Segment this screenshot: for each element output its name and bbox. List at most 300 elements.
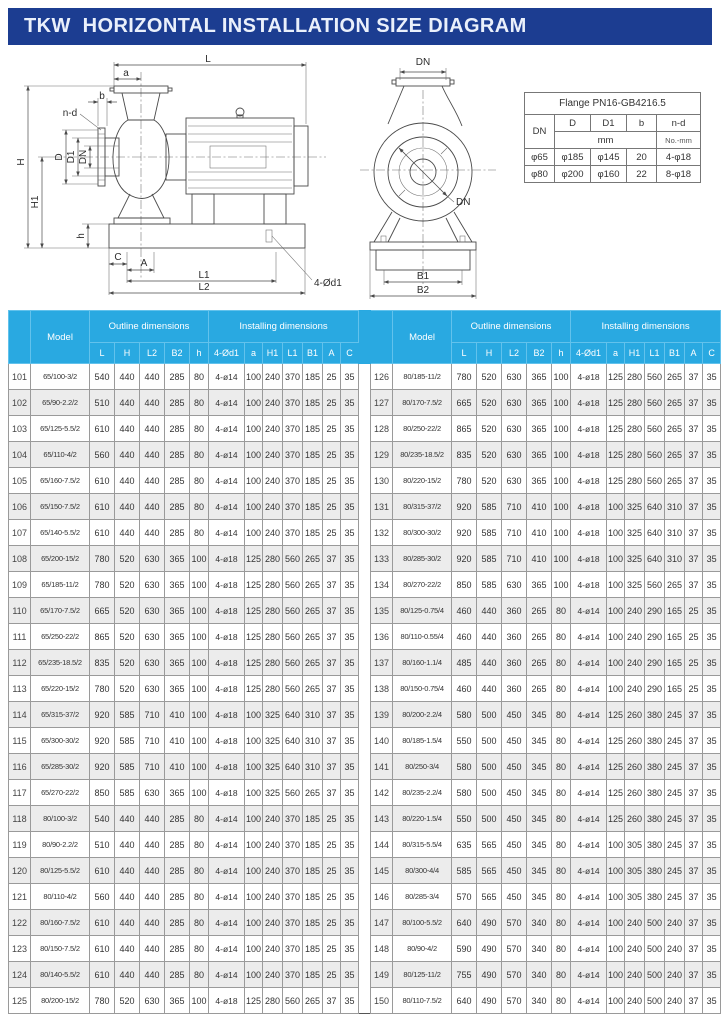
dim-cell: 780 xyxy=(90,572,115,598)
dim-cell: 440 xyxy=(115,520,140,546)
dim-cell: 570 xyxy=(452,884,477,910)
table-row xyxy=(9,832,721,858)
dim-cell: 410 xyxy=(527,520,552,546)
flange-cell: φ200 xyxy=(555,166,591,183)
col-C: C xyxy=(703,343,721,364)
table-row xyxy=(9,936,721,962)
dim-cell: 4-ø14 xyxy=(571,650,607,676)
row-number: 142 xyxy=(371,780,393,806)
col-A: A xyxy=(685,343,703,364)
dim-cell: 560 xyxy=(283,780,303,806)
group-installing-dimensions: Installing dimensions xyxy=(209,311,359,343)
dim-cell: 640 xyxy=(283,702,303,728)
dim-cell: 440 xyxy=(140,806,165,832)
dim-cell: 560 xyxy=(645,364,665,390)
dim-cell: 4-ø18 xyxy=(571,494,607,520)
row-number: 133 xyxy=(371,546,393,572)
dim-cell: 835 xyxy=(90,650,115,676)
dim-cell: 240 xyxy=(263,910,283,936)
col-L2: L2 xyxy=(140,343,165,364)
dim-cell: 325 xyxy=(625,494,645,520)
dim-cell: 280 xyxy=(625,364,645,390)
dim-cell: 185 xyxy=(303,442,323,468)
dim-cell: 35 xyxy=(341,494,359,520)
dim-cell: 520 xyxy=(477,390,502,416)
dim-cell: 100 xyxy=(607,884,625,910)
table-row xyxy=(9,754,721,780)
dim-cell: 125 xyxy=(245,598,263,624)
dim-cell: 630 xyxy=(502,442,527,468)
dim-cell: 630 xyxy=(140,546,165,572)
dim-cell: 100 xyxy=(245,962,263,988)
dim-cell: 265 xyxy=(527,676,552,702)
dim-cell: 710 xyxy=(502,546,527,572)
dim-cell: 35 xyxy=(703,884,721,910)
dim-cell: 365 xyxy=(165,676,190,702)
dim-cell: 450 xyxy=(502,754,527,780)
dim-cell: 35 xyxy=(703,910,721,936)
dim-cell: 100 xyxy=(190,728,209,754)
flange-row-65 xyxy=(525,149,701,166)
dim-cell: 265 xyxy=(303,780,323,806)
dim-cell: 280 xyxy=(625,416,645,442)
dim-cell: 370 xyxy=(283,884,303,910)
model-cell: 65/235-18.5/2 xyxy=(31,650,90,676)
table-row xyxy=(9,988,721,1014)
dim-cell: 125 xyxy=(245,624,263,650)
table-gap xyxy=(359,832,371,858)
dim-label-D1: D1 xyxy=(66,150,77,164)
table-row xyxy=(9,390,721,416)
dim-cell: 4-ø14 xyxy=(571,936,607,962)
table-row xyxy=(9,780,721,806)
dim-cell: 37 xyxy=(323,728,341,754)
table-row xyxy=(9,364,721,390)
dim-cell: 37 xyxy=(323,598,341,624)
model-cell: 80/315-5.5/4 xyxy=(393,832,452,858)
dim-cell: 290 xyxy=(645,624,665,650)
dim-cell: 440 xyxy=(140,364,165,390)
dim-cell: 630 xyxy=(140,650,165,676)
dim-cell: 25 xyxy=(685,598,703,624)
dim-cell: 440 xyxy=(115,936,140,962)
dim-cell: 440 xyxy=(477,598,502,624)
dim-cell: 285 xyxy=(165,468,190,494)
dim-cell: 285 xyxy=(165,910,190,936)
dim-cell: 35 xyxy=(341,546,359,572)
dim-cell: 380 xyxy=(645,728,665,754)
dim-cell: 37 xyxy=(323,624,341,650)
dim-cell: 35 xyxy=(341,364,359,390)
dim-cell: 4-ø14 xyxy=(571,910,607,936)
dim-label-4d1: 4-Ød1 xyxy=(314,278,342,289)
dim-cell: 100 xyxy=(552,364,571,390)
dim-cell: 35 xyxy=(341,598,359,624)
dim-cell: 240 xyxy=(625,988,645,1014)
dim-cell: 80 xyxy=(552,832,571,858)
dim-cell: 360 xyxy=(502,676,527,702)
flange-cell: 4-φ18 xyxy=(657,149,701,166)
model-cell: 65/250-22/2 xyxy=(31,624,90,650)
dim-cell: 440 xyxy=(140,494,165,520)
dim-cell: 280 xyxy=(263,572,283,598)
model-cell: 65/185-11/2 xyxy=(31,572,90,598)
table-gap xyxy=(359,572,371,598)
model-cell: 80/160-1.1/4 xyxy=(393,650,452,676)
dim-cell: 100 xyxy=(245,364,263,390)
dim-cell: 450 xyxy=(502,702,527,728)
table-gap xyxy=(359,936,371,962)
dim-cell: 80 xyxy=(190,806,209,832)
dim-cell: 185 xyxy=(303,468,323,494)
dim-cell: 25 xyxy=(323,936,341,962)
dim-cell: 4-ø18 xyxy=(209,780,245,806)
dim-cell: 440 xyxy=(140,858,165,884)
dim-cell: 325 xyxy=(625,520,645,546)
dim-cell: 410 xyxy=(165,754,190,780)
dim-cell: 285 xyxy=(165,520,190,546)
dim-cell: 285 xyxy=(165,832,190,858)
dim-label-b: b xyxy=(99,91,105,102)
dim-cell: 240 xyxy=(665,910,685,936)
dim-cell: 560 xyxy=(283,988,303,1014)
table-gap xyxy=(359,390,371,416)
dim-cell: 80 xyxy=(190,416,209,442)
group-outline-dimensions: Outline dimensions xyxy=(452,311,571,343)
table-gap xyxy=(359,676,371,702)
dim-cell: 37 xyxy=(685,520,703,546)
dim-cell: 325 xyxy=(263,702,283,728)
dim-cell: 80 xyxy=(190,910,209,936)
dim-cell: 80 xyxy=(190,442,209,468)
dim-cell: 560 xyxy=(283,546,303,572)
dim-cell: 780 xyxy=(90,988,115,1014)
dim-cell: 35 xyxy=(703,572,721,598)
dim-cell: 265 xyxy=(527,598,552,624)
table-row xyxy=(9,520,721,546)
dim-cell: 4-ø18 xyxy=(209,598,245,624)
dim-cell: 35 xyxy=(341,936,359,962)
dim-cell: 35 xyxy=(341,962,359,988)
dim-cell: 440 xyxy=(115,884,140,910)
dim-cell: 585 xyxy=(477,572,502,598)
dim-cell: 585 xyxy=(115,754,140,780)
row-number: 120 xyxy=(9,858,31,884)
dim-cell: 4-ø18 xyxy=(571,442,607,468)
dim-cell: 850 xyxy=(452,572,477,598)
row-number: 137 xyxy=(371,650,393,676)
row-number: 103 xyxy=(9,416,31,442)
dim-cell: 100 xyxy=(552,416,571,442)
table-gap xyxy=(359,884,371,910)
dim-cell: 920 xyxy=(90,702,115,728)
dim-cell: 100 xyxy=(190,780,209,806)
row-number: 119 xyxy=(9,832,31,858)
dim-cell: 100 xyxy=(607,858,625,884)
dim-cell: 240 xyxy=(263,416,283,442)
dim-cell: 35 xyxy=(341,832,359,858)
dim-label-A: A xyxy=(140,258,148,269)
dim-cell: 280 xyxy=(625,390,645,416)
dim-cell: 4-ø14 xyxy=(571,858,607,884)
dim-cell: 280 xyxy=(625,442,645,468)
dim-cell: 370 xyxy=(283,416,303,442)
dim-cell: 280 xyxy=(625,468,645,494)
dim-cell: 80 xyxy=(552,650,571,676)
dim-cell: 100 xyxy=(245,806,263,832)
dim-cell: 4-ø18 xyxy=(209,624,245,650)
dim-cell: 37 xyxy=(685,858,703,884)
dim-cell: 560 xyxy=(645,416,665,442)
dim-cell: 4-ø14 xyxy=(571,598,607,624)
flange-cell: 20 xyxy=(627,149,657,166)
dim-cell: 4-ø14 xyxy=(209,442,245,468)
dim-cell: 240 xyxy=(625,624,645,650)
dim-cell: 100 xyxy=(607,520,625,546)
dim-cell: 325 xyxy=(263,780,283,806)
dim-cell: 630 xyxy=(140,572,165,598)
col-index-header xyxy=(9,311,31,364)
dim-cell: 340 xyxy=(527,988,552,1014)
table-row xyxy=(9,442,721,468)
dim-cell: 240 xyxy=(263,962,283,988)
dim-cell: 280 xyxy=(263,650,283,676)
dim-cell: 125 xyxy=(245,676,263,702)
dim-cell: 325 xyxy=(263,754,283,780)
row-number: 111 xyxy=(9,624,31,650)
dim-cell: 665 xyxy=(90,598,115,624)
dim-cell: 440 xyxy=(115,832,140,858)
row-number: 131 xyxy=(371,494,393,520)
dim-label-nd: n-d xyxy=(62,108,78,119)
flange-col-b: b xyxy=(627,115,657,132)
dim-cell: 510 xyxy=(90,832,115,858)
dim-cell: 520 xyxy=(477,442,502,468)
dim-cell: 640 xyxy=(283,754,303,780)
flange-col-nd: n-d xyxy=(657,115,701,132)
dim-cell: 500 xyxy=(477,754,502,780)
dim-cell: 370 xyxy=(283,494,303,520)
dim-cell: 345 xyxy=(527,884,552,910)
model-cell: 65/160-7.5/2 xyxy=(31,468,90,494)
dim-cell: 100 xyxy=(607,650,625,676)
dim-cell: 80 xyxy=(552,676,571,702)
model-cell: 80/140-5.5/2 xyxy=(31,962,90,988)
dim-cell: 370 xyxy=(283,936,303,962)
dim-cell: 305 xyxy=(625,858,645,884)
dim-cell: 80 xyxy=(190,962,209,988)
dim-cell: 440 xyxy=(115,806,140,832)
dim-cell: 440 xyxy=(140,442,165,468)
dim-cell: 185 xyxy=(303,390,323,416)
dim-cell: 80 xyxy=(552,780,571,806)
dim-cell: 370 xyxy=(283,520,303,546)
dim-label-B1: B1 xyxy=(416,271,430,282)
dim-cell: 345 xyxy=(527,754,552,780)
row-number: 116 xyxy=(9,754,31,780)
dim-cell: 610 xyxy=(90,962,115,988)
dim-cell: 920 xyxy=(452,494,477,520)
dim-cell: 35 xyxy=(703,442,721,468)
dim-cell: 100 xyxy=(552,520,571,546)
dim-cell: 4-ø18 xyxy=(209,702,245,728)
dim-cell: 370 xyxy=(283,468,303,494)
dim-cell: 560 xyxy=(645,390,665,416)
dim-label-L: L xyxy=(205,54,211,65)
dim-cell: 920 xyxy=(90,728,115,754)
table-row xyxy=(9,728,721,754)
dim-cell: 35 xyxy=(703,832,721,858)
dim-cell: 585 xyxy=(477,520,502,546)
col-a: a xyxy=(245,343,263,364)
dim-cell: 35 xyxy=(341,728,359,754)
dim-cell: 100 xyxy=(552,572,571,598)
dim-cell: 630 xyxy=(140,780,165,806)
col-a: a xyxy=(607,343,625,364)
dim-cell: 490 xyxy=(477,936,502,962)
dim-cell: 450 xyxy=(502,884,527,910)
model-cell: 80/90-4/2 xyxy=(393,936,452,962)
col-H: H xyxy=(115,343,140,364)
row-number: 124 xyxy=(9,962,31,988)
dim-cell: 100 xyxy=(552,442,571,468)
dim-cell: 240 xyxy=(263,858,283,884)
dim-cell: 35 xyxy=(703,598,721,624)
dim-cell: 285 xyxy=(165,858,190,884)
dim-cell: 460 xyxy=(452,676,477,702)
table-row xyxy=(9,676,721,702)
dim-cell: 305 xyxy=(625,884,645,910)
dim-cell: 240 xyxy=(665,962,685,988)
dim-cell: 37 xyxy=(323,702,341,728)
dim-cell: 260 xyxy=(625,702,645,728)
dim-cell: 920 xyxy=(452,546,477,572)
dim-cell: 440 xyxy=(115,910,140,936)
dim-cell: 500 xyxy=(645,910,665,936)
model-cell: 80/185-11/2 xyxy=(393,364,452,390)
dim-cell: 710 xyxy=(140,754,165,780)
model-cell: 80/220-15/2 xyxy=(393,468,452,494)
dim-cell: 585 xyxy=(477,546,502,572)
dim-cell: 440 xyxy=(477,676,502,702)
row-number: 128 xyxy=(371,416,393,442)
dim-cell: 560 xyxy=(283,650,303,676)
dim-cell: 4-ø14 xyxy=(209,416,245,442)
dim-cell: 450 xyxy=(502,806,527,832)
dim-cell: 100 xyxy=(245,936,263,962)
dim-cell: 125 xyxy=(245,988,263,1014)
dim-cell: 25 xyxy=(323,468,341,494)
dim-cell: 100 xyxy=(245,390,263,416)
table-row xyxy=(9,494,721,520)
dim-cell: 380 xyxy=(645,754,665,780)
dim-cell: 4-ø14 xyxy=(209,884,245,910)
table-gap xyxy=(359,624,371,650)
dim-cell: 290 xyxy=(645,598,665,624)
flange-row-80 xyxy=(525,166,701,183)
dim-cell: 365 xyxy=(165,572,190,598)
dim-cell: 25 xyxy=(323,858,341,884)
dim-cell: 4-ø18 xyxy=(209,676,245,702)
dim-cell: 185 xyxy=(303,832,323,858)
dim-cell: 185 xyxy=(303,364,323,390)
dim-cell: 240 xyxy=(665,988,685,1014)
dim-cell: 285 xyxy=(165,390,190,416)
dimension-table-body xyxy=(9,364,721,1014)
dim-cell: 280 xyxy=(263,988,283,1014)
dim-cell: 80 xyxy=(190,468,209,494)
dim-cell: 4-ø14 xyxy=(209,494,245,520)
table-row xyxy=(9,598,721,624)
dim-cell: 35 xyxy=(703,494,721,520)
model-cell: 80/285-3/4 xyxy=(393,884,452,910)
dim-cell: 265 xyxy=(303,676,323,702)
dim-cell: 25 xyxy=(323,832,341,858)
row-number: 129 xyxy=(371,442,393,468)
dim-cell: 610 xyxy=(90,910,115,936)
dim-cell: 37 xyxy=(323,650,341,676)
dim-cell: 440 xyxy=(140,416,165,442)
model-cell: 65/100-3/2 xyxy=(31,364,90,390)
dim-cell: 240 xyxy=(263,832,283,858)
dim-cell: 780 xyxy=(452,364,477,390)
dim-cell: 305 xyxy=(625,832,645,858)
dim-cell: 325 xyxy=(263,728,283,754)
pump-side-view-diagram xyxy=(14,52,344,304)
dim-cell: 35 xyxy=(341,884,359,910)
dim-cell: 100 xyxy=(607,572,625,598)
flange-unit-nd: No.-mm xyxy=(657,132,701,149)
dim-cell: 4-ø14 xyxy=(571,832,607,858)
col-model-header: Model xyxy=(31,311,90,364)
dim-cell: 35 xyxy=(341,468,359,494)
dim-cell: 490 xyxy=(477,910,502,936)
dim-cell: 4-ø14 xyxy=(209,390,245,416)
dim-cell: 25 xyxy=(323,416,341,442)
col-index-header xyxy=(371,311,393,364)
dim-cell: 37 xyxy=(323,988,341,1014)
table-gap xyxy=(359,858,371,884)
model-cell: 80/110-0.55/4 xyxy=(393,624,452,650)
dim-cell: 35 xyxy=(341,910,359,936)
dim-cell: 410 xyxy=(165,728,190,754)
dim-cell: 380 xyxy=(645,858,665,884)
dim-cell: 165 xyxy=(665,650,685,676)
flange-cell: φ185 xyxy=(555,149,591,166)
dim-cell: 25 xyxy=(323,884,341,910)
dim-cell: 440 xyxy=(140,884,165,910)
dim-cell: 240 xyxy=(263,936,283,962)
dim-cell: 380 xyxy=(645,780,665,806)
dim-cell: 4-ø18 xyxy=(571,416,607,442)
dim-cell: 280 xyxy=(263,546,283,572)
dim-cell: 290 xyxy=(645,650,665,676)
dim-cell: 4-ø18 xyxy=(209,546,245,572)
dim-cell: 460 xyxy=(452,598,477,624)
dim-cell: 345 xyxy=(527,806,552,832)
dim-label-DN-top: DN xyxy=(415,57,431,68)
dim-cell: 80 xyxy=(552,910,571,936)
dim-cell: 240 xyxy=(263,520,283,546)
dim-cell: 100 xyxy=(190,702,209,728)
row-number: 126 xyxy=(371,364,393,390)
dim-cell: 125 xyxy=(607,806,625,832)
dim-cell: 100 xyxy=(607,988,625,1014)
dim-cell: 4-ø14 xyxy=(571,676,607,702)
table-gap xyxy=(359,416,371,442)
dim-cell: 165 xyxy=(665,676,685,702)
dim-cell: 260 xyxy=(625,754,645,780)
